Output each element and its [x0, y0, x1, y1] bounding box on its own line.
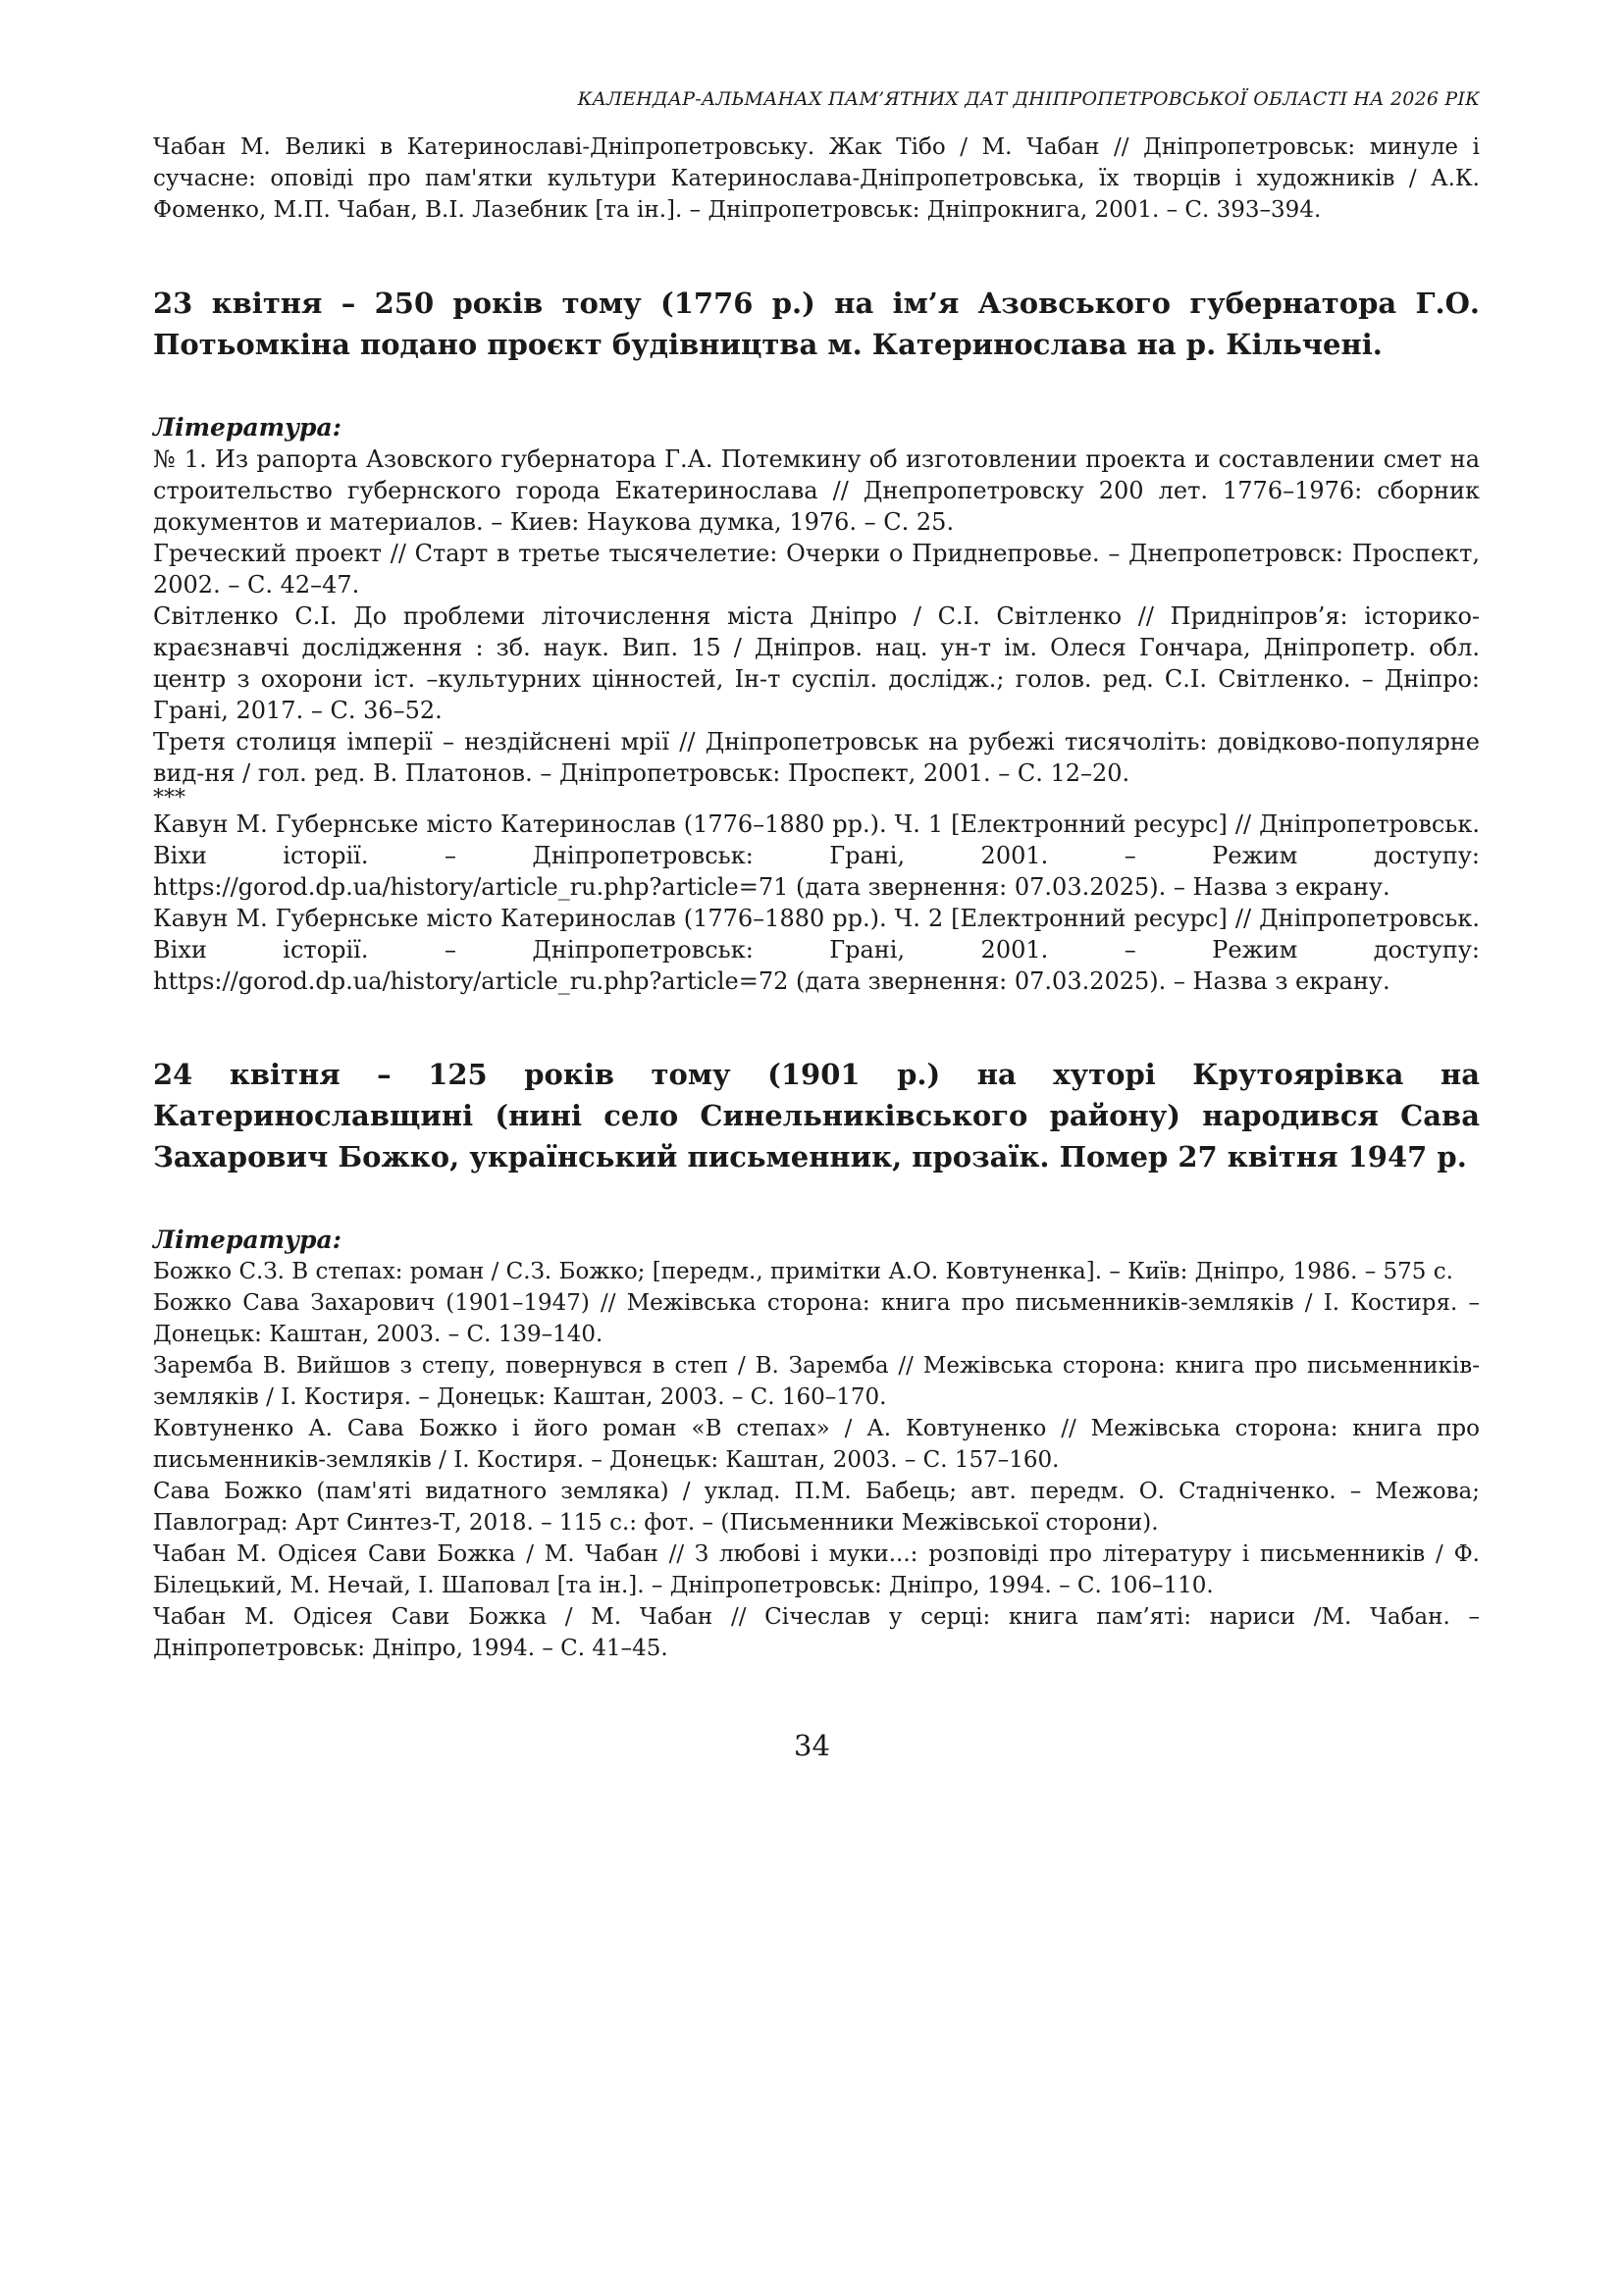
web-entry-url-line: https://gorod.dp.ua/history/article_ru.php?article=71 (дата звернення: 07.03.2025). – Назва з екрану. — [153, 873, 1390, 901]
bibliography-entry: Світленко С.І. До проблеми літочислення міста Дніпро / С.І. Світленко // Придніпров’я: історико-краєзнавчі дослідження : зб. наук. Вип. 15 / Дніпров. нац. ун-т ім. Олеся Гончара, Дніпропетр. обл. центр з охорони іст. –культурних цінностей, Ін-т суспіл. дослідж.; голов. ред. С.І. Світленко. – Дніпро: Грані, 2017. – С. 36–52. — [153, 602, 1480, 724]
bibliography-entry: Греческий проект // Старт в третье тысячелетие: Очерки о Приднепровье. – Днепропетровск: Проспект, 2002. – С. 42–47. — [153, 540, 1480, 599]
bibliography-entry: Заремба В. Вийшов з степу, повернувся в степ / В. Заремба // Межівська сторона: книга про письменників-земляків / І. Костиря. – Донецьк: Каштан, 2003. – С. 160–170. — [153, 1353, 1480, 1410]
bibliography-entry: Третя столиця імперії – нездійснені мрії // Дніпропетровськ на рубежі тисячоліть: довідково-популярне вид-ня / гол. ред. В. Платонов. – Дніпропетровськ: Проспект, 2001. – С. 12–20. — [153, 728, 1480, 787]
bibliography-entry: Чабан М. Великі в Катеринославі-Дніпропетровську. Жак Тібо / М. Чабан // Дніпропетровськ: минуле і сучасне: оповіді про пам'ятки культури Катеринослава-Дніпропетровська, їх творців і художників / А.К. Фоменко, М.П. Чабан, В.І. Лазебник [та ін.]. – Дніпропетровськ: Дніпрокнига, 2001. – С. 393–394. — [153, 134, 1480, 223]
event-section-potemkin — [153, 283, 1480, 997]
literature-label: Література: — [153, 413, 341, 442]
web-entry-line: Віхи історії. – Дніпропетровськ: Грані, 2001. – Режим доступу: — [153, 842, 1480, 869]
web-entry-line: Кавун М. Губернське місто Катеринослав (1776–1880 рр.). Ч. 1 [Електронний ресурс] // Дніпропетровськ. — [153, 810, 1480, 838]
web-resource-entry — [153, 808, 1480, 903]
bibliography-entry: Чабан М. Одісея Сави Божка / М. Чабан // Січеслав у серці: книга пам’яті: нариси /М. Чабан. – Дніпропетровськ: Дніпро, 1994. – С. 41–45. — [153, 1604, 1480, 1661]
running-header: КАЛЕНДАР-АЛЬМАНАХ ПАМ’ЯТНИХ ДАТ ДНІПРОПЕТРОВСЬКОЇ ОБЛАСТІ НА 2026 РІК — [577, 88, 1480, 110]
web-entry-line: Кавун М. Губернське місто Катеринослав (1776–1880 рр.). Ч. 2 [Електронний ресурс] // Дніпропетровськ. — [153, 905, 1480, 932]
bibliography-entry: Божко С.З. В степах: роман / С.З. Божко; [передм., примітки А.О. Ковтуненка]. – Київ: Дніпро, 1986. – 575 с. — [153, 1259, 1453, 1284]
literature-label: Література: — [153, 1226, 341, 1254]
bibliography-entry: Божко Сава Захарович (1901–1947) // Межівська сторона: книга про письменників-земляків / І. Костиря. – Донецьк: Каштан, 2003. – С. 139–140. — [153, 1290, 1480, 1347]
web-resource-entry — [153, 903, 1480, 997]
web-entry-line: Віхи історії. – Дніпропетровськ: Грані, 2001. – Режим доступу: — [153, 936, 1480, 964]
separator-asterisks: *** — [153, 786, 185, 810]
page-number: 34 — [794, 1729, 830, 1762]
bibliography-entry: Сава Божко (пам'яті видатного земляка) / уклад. П.М. Бабець; авт. передм. О. Стадніченко. – Межова; Павлоград: Арт Синтез-Т, 2018. – 115 с.: фот. – (Письменники Межівської сторони). — [153, 1479, 1480, 1536]
event-heading: 23 квітня – 250 років тому (1776 р.) на ім’я Азовського губернатора Г.О. Потьомкіна подано проєкт будівництва м. Катеринослава на р. Кільчені. — [153, 287, 1480, 361]
web-entry-url-line: https://gorod.dp.ua/history/article_ru.php?article=72 (дата звернення: 07.03.2025). – Назва з екрану. — [153, 967, 1390, 995]
event-heading: 24 квітня – 125 років тому (1901 р.) на хуторі Крутоярівка на Катеринославщині (нині село Синельниківського району) народився Сава Захарович Божко, український письменник, прозаїк. Помер 27 квітня 1947 р. — [153, 1058, 1480, 1174]
event-section-bozhko — [153, 1054, 1480, 1664]
document-page — [153, 88, 1480, 1664]
bibliography-entry: Ковтуненко А. Сава Божко і його роман «В степах» / А. Ковтуненко // Межівська сторона: книга про письменників-земляків / І. Костиря. – Донецьк: Каштан, 2003. – С. 157–160. — [153, 1416, 1480, 1473]
bibliography-entry: № 1. Из рапорта Азовского губернатора Г.А. Потемкину об изготовлении проекта и составлении смет на строительство губернского города Екатеринослава // Днепропетровску 200 лет. 1776–1976: сборник документов и материалов. – Киев: Наукова думка, 1976. – С. 25. — [153, 445, 1480, 536]
bibliography-entry: Чабан М. Одісея Сави Божка / М. Чабан // З любові і муки...: розповіді про літературу і письменників / Ф. Білецький, М. Нечай, І. Шаповал [та ін.]. – Дніпропетровськ: Дніпро, 1994. – С. 106–110. — [153, 1541, 1480, 1598]
